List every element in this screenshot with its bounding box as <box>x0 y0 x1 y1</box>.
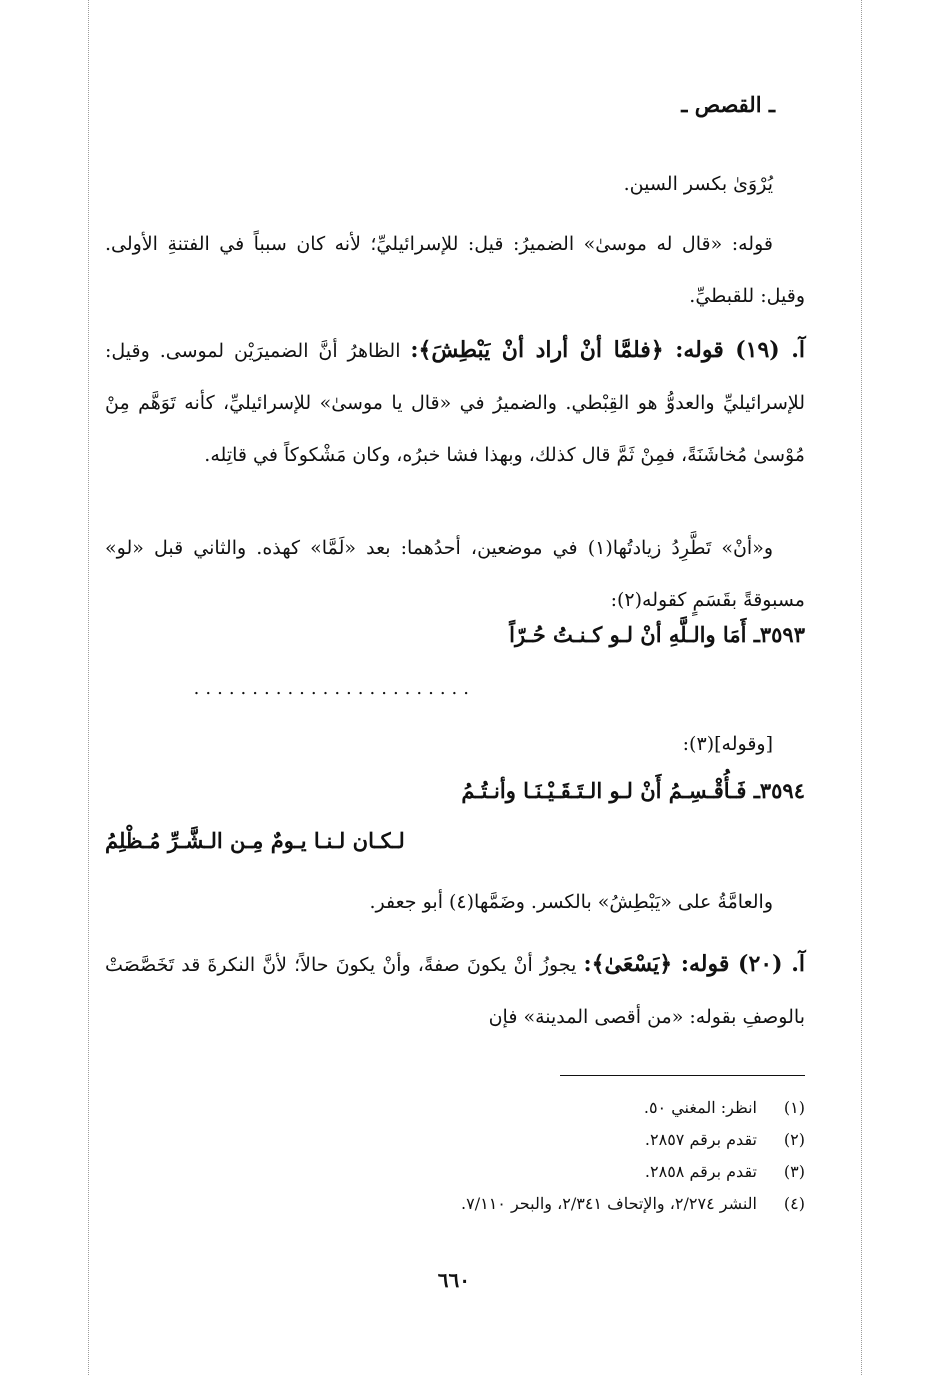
footnote-number: (١) <box>783 1098 805 1117</box>
verse-text: أَمَا والـلَّهِ أنْ لـو كـنـتُ حُـرّاً <box>509 622 747 647</box>
paragraph-4: و«أنْ» تَطَّرِدُ زيادتُها(١) في موضعين، أحدُهما: بعد «لَمَّا» كهذه. والثاني قبل «لو» مسبوقةً بقَسَمٍ كقوله(٢): <box>105 537 805 611</box>
paragraph-1: يُرْوَىٰ بكسر السين. <box>623 173 773 195</box>
paragraph-3 <box>105 324 805 481</box>
footnote-text: تقدم برقم ٢٨٥٨. <box>644 1162 757 1181</box>
paragraph-7 <box>105 938 805 1043</box>
verse-number: ٣٥٩٤ـ <box>753 778 805 803</box>
footnote-text: انظر: المغني ٥٠. <box>643 1098 757 1117</box>
poem-verse-3593 <box>509 622 805 647</box>
footnote-number: (٢) <box>783 1130 805 1149</box>
verse-heading-19: آ. (١٩) قوله: ﴿فلمَّا أنْ أراد أنْ يَبْطِشَ﴾: <box>410 337 806 363</box>
paragraph-3-body: الظاهرُ أنَّ الضميرَيْن لموسى. وقيل: للإسرائيليِّ والعدوُّ هو القِبْطي. والضميرُ في «قال يا موسىٰ» للإسرائيليِّ، كأنه تَوَهَّم مِنْ مُوْسىٰ مُخاشَنَةً، فمِنْ ثَمَّ قال كذلك، وبهذا فشا خبرُه، وكان مَشْكوكاً في قاتِله. <box>105 340 805 466</box>
footnote-text: تقدم برقم ٢٨٥٧. <box>644 1130 757 1149</box>
footnote-number: (٣) <box>783 1162 805 1181</box>
margin-guide-right <box>861 0 862 1375</box>
paragraph-5: [وقوله](٣): <box>682 733 773 755</box>
paragraph-6: والعامَّةُ على «يَبْطِشُ» بالكسر. وضَمَّها(٤) أبو جعفر. <box>369 891 773 913</box>
paragraph-2: قوله: «قال له موسىٰ» الضميرُ: قيل: للإسرائيليِّ؛ لأنه كان سبباً في الفتنةِ الأولى. وقيل: للقبطيِّ. <box>105 233 805 307</box>
paragraph-7-body: يجوزُ أنْ يكونَ صفةً، وأنْ يكونَ حالاً؛ لأنَّ النكرةَ قد تَخَصَّصَتْ بالوصفِ بقوله: «من أقصى المدينة» فإن <box>105 954 805 1028</box>
page-number: ٦٦٠ <box>437 1268 470 1292</box>
poem-verse-3594-first <box>461 778 805 803</box>
footnote-2 <box>645 1124 805 1156</box>
margin-guide-left <box>88 0 89 1375</box>
footnote-3 <box>645 1156 805 1188</box>
running-header: ـ القصص ـ <box>681 92 775 117</box>
verse-heading-20: آ. (٢٠) قوله: ﴿يَسْعَىٰ﴾: <box>583 951 805 977</box>
footnote-4 <box>461 1188 805 1220</box>
footnote-text: النشر ٢/٢٧٤، والإتحاف ٢/٣٤١، والبحر ٧/١١٠. <box>461 1194 757 1213</box>
verse-number: ٣٥٩٣ـ <box>753 622 805 647</box>
book-page <box>105 0 805 1375</box>
omitted-hemistich-dots: ........................ <box>193 678 475 699</box>
footnote-number: (٤) <box>783 1194 805 1213</box>
verse-text: فَـأُقْـسِـمُ أَنْ لـو الـتَـقَـيْـنَـا وأنـتُـمُ <box>461 778 747 803</box>
footnote-1 <box>644 1092 805 1124</box>
footnote-separator <box>560 1075 805 1076</box>
poem-verse-3594-second: لـكـان لـنـا يـومٌ مِـن الـشَّـرِّ مُـظْلِمُ <box>105 828 405 853</box>
